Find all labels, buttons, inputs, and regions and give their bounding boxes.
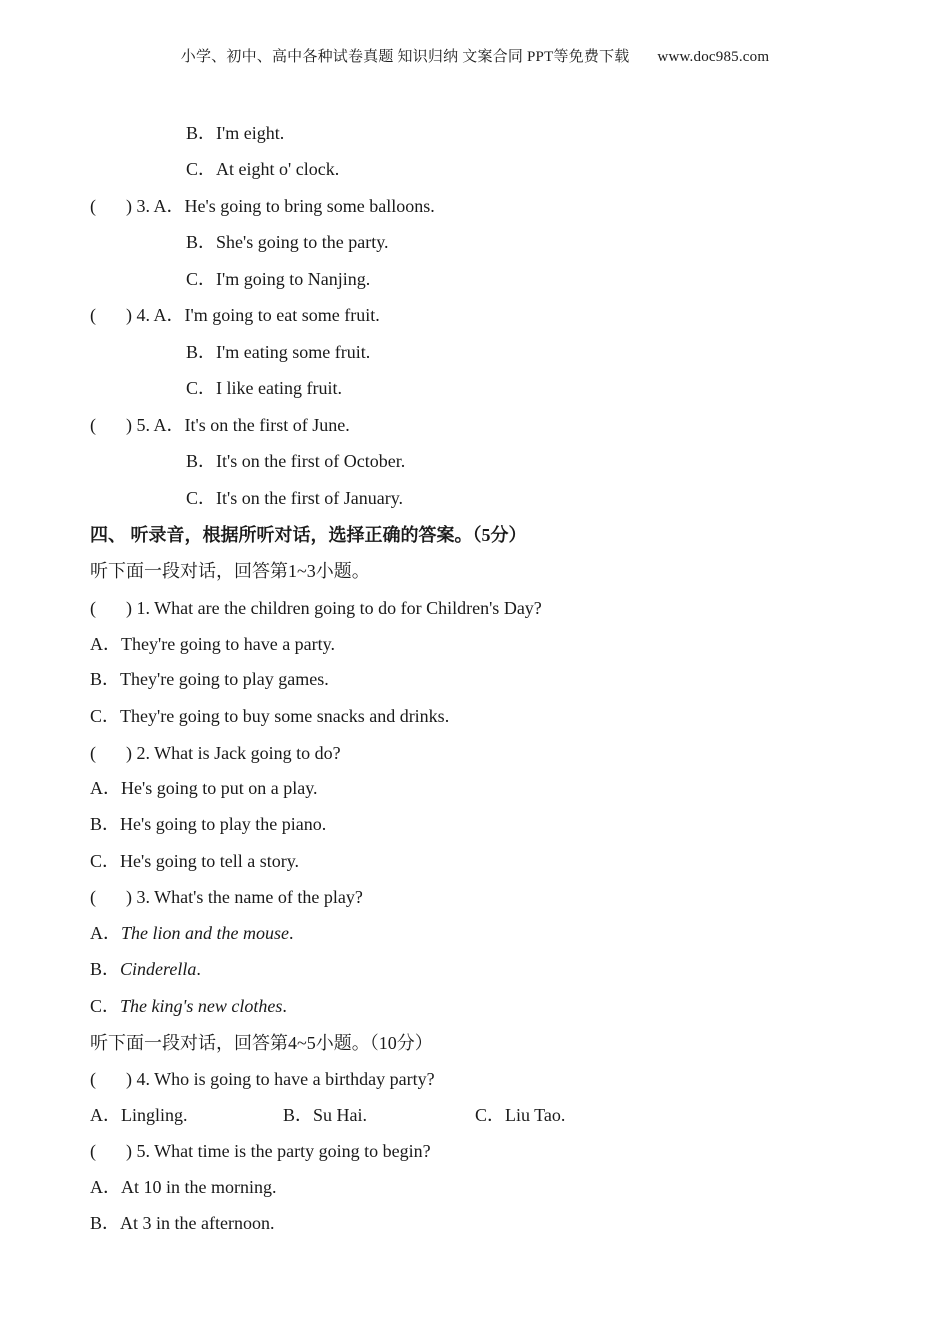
p4-q3	[90, 886, 363, 908]
answer-paren: (	[90, 743, 96, 763]
page-header	[0, 45, 950, 66]
p4-q1	[90, 597, 542, 619]
answer-paren: (	[90, 1141, 96, 1161]
p4-q3-option-b	[90, 958, 201, 980]
p4-q4-options	[90, 1104, 690, 1126]
p4-q1-option-c: C．They're going to buy some snacks and drinks.	[90, 706, 450, 726]
option-prefix: A．	[90, 923, 121, 943]
p4-q2-option-a: A．He's going to put on a play.	[90, 778, 318, 798]
p3-q5-option-a: A．It's on the first of June.	[153, 415, 350, 435]
p4-q4-text: ) 4. Who is going to have a birthday party?	[126, 1069, 435, 1089]
p3-q5-option-c: C．It's on the first of January.	[186, 488, 404, 508]
p4-q1-text: ) 1. What are the children going to do for Children's Day?	[126, 598, 542, 618]
p3-q4	[90, 304, 380, 326]
p4-q1-option-a: A．They're going to have a party.	[90, 634, 335, 654]
p3-q3-option-c: C．I'm going to Nanjing.	[186, 269, 371, 289]
p3-q3	[90, 195, 435, 217]
play-title: Cinderella	[120, 959, 197, 979]
p4-q5-text: ) 5. What time is the party going to begin?	[126, 1141, 431, 1161]
answer-paren: (	[90, 887, 96, 907]
p4-q3-text: ) 3. What's the name of the play?	[126, 887, 363, 907]
answer-paren: (	[90, 1069, 96, 1089]
p3-q5	[90, 414, 350, 436]
p4-q5-option-b: B．At 3 in the afternoon.	[90, 1213, 275, 1233]
p3-q5-number: ) 5.	[126, 415, 150, 435]
p3-q5-option-b: B．It's on the first of October.	[186, 451, 406, 471]
p3-q2-option-c: C．At eight o' clock.	[186, 159, 340, 179]
p4-q4-option-b: B．Su Hai.	[283, 1105, 368, 1125]
p4-q2	[90, 742, 341, 764]
p4-q2-option-b: B．He's going to play the piano.	[90, 814, 327, 834]
p3-q3-option-a: A．He's going to bring some balloons.	[153, 196, 435, 216]
p3-q4-number: ) 4.	[126, 305, 150, 325]
p4-q4-option-a: A．Lingling.	[90, 1105, 188, 1125]
p4-q4	[90, 1068, 435, 1090]
play-title: The lion and the mouse	[121, 923, 289, 943]
header-text: 小学、初中、高中各种试卷真题 知识归纳 文案合同 PPT等免费下载	[180, 49, 630, 65]
period: .	[196, 959, 201, 979]
p3-q3-option-b: B．She's going to the party.	[186, 232, 389, 252]
option-prefix: B．	[90, 959, 121, 979]
p4-q1-option-b: B．They're going to play games.	[90, 669, 329, 689]
answer-paren: (	[90, 415, 96, 435]
p3-q4-option-b: B．I'm eating some fruit.	[186, 342, 371, 362]
header-site: www.doc985.com	[657, 49, 770, 65]
answer-paren: (	[90, 196, 96, 216]
p3-q4-option-c: C．I like eating fruit.	[186, 378, 342, 398]
p4-q5-option-a: A．At 10 in the morning.	[90, 1177, 277, 1197]
p4-q2-text: ) 2. What is Jack going to do?	[126, 743, 341, 763]
section-intro-2: 听下面一段对话，回答第4~5小题。（10分）	[90, 1033, 433, 1053]
period: .	[289, 923, 294, 943]
p4-q4-option-c: C．Liu Tao.	[475, 1105, 566, 1125]
answer-paren: (	[90, 305, 96, 325]
answer-paren: (	[90, 598, 96, 618]
p3-q2-option-b: B．I'm eight.	[186, 123, 285, 143]
period: .	[282, 996, 287, 1016]
option-prefix: C．	[90, 996, 121, 1016]
section-intro-1: 听下面一段对话，回答第1~3小题。	[90, 561, 370, 581]
play-title: The king's new clothes	[120, 996, 283, 1016]
p4-q3-option-a	[90, 922, 294, 944]
p3-q3-number: ) 3.	[126, 196, 150, 216]
section-heading: 四、 听录音，根据所听对话，选择正确的答案。（5分）	[90, 525, 527, 545]
p4-q2-option-c: C．He's going to tell a story.	[90, 851, 300, 871]
p4-q3-option-c	[90, 995, 287, 1017]
p4-q5	[90, 1140, 431, 1162]
p3-q4-option-a: A．I'm going to eat some fruit.	[153, 305, 380, 325]
